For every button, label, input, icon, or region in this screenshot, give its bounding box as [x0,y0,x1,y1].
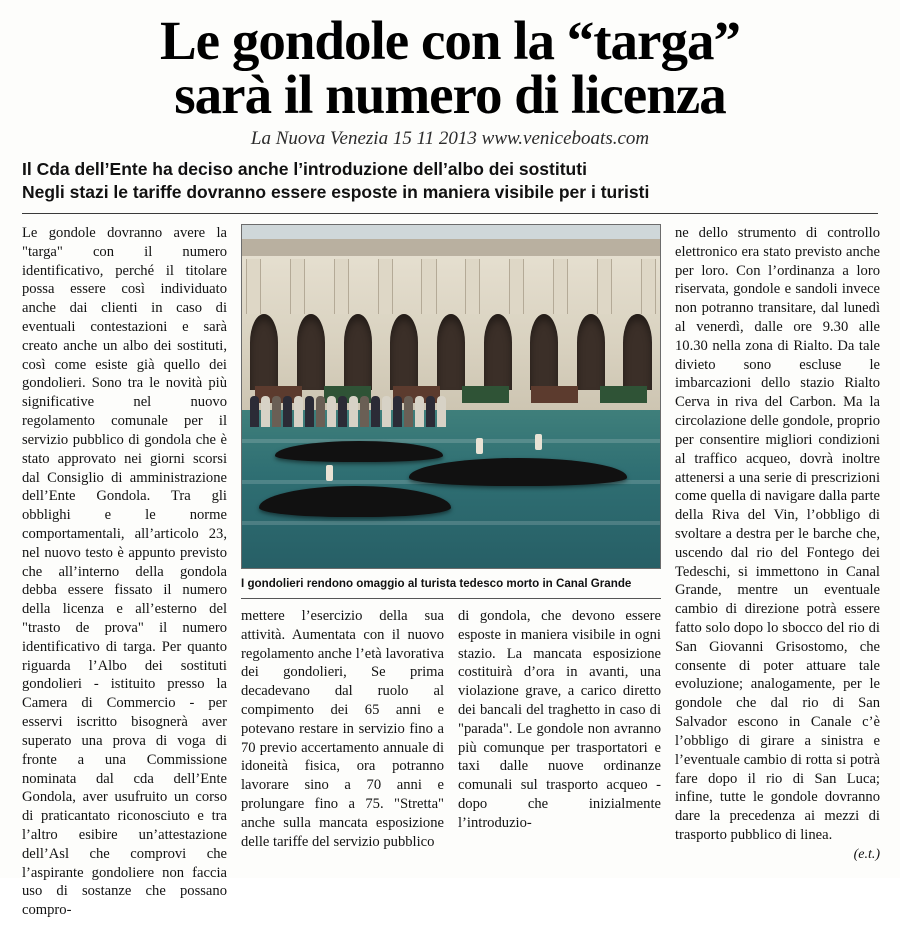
arch [344,314,372,389]
headline-line-2: sarà il numero di licenza [174,63,726,125]
pillar [421,259,436,314]
body-text-col-1: Le gondole dovranno avere la "targa" con il numero identificativo, perché il titolare possa essere così individuato anche dai clienti in caso di eventuali contestazioni e sarà creato anche un albo dei sostituti, così come esiste già quello dei gondolieri. Sono tra le novità più significative nel nuovo regolamento comunale per il servizio pubblico di gondola che è stato approvato nei giorni scorsi dal Consiglio di amministrazione dell’Ente Gondola. Tra gli obblighi e le norme comportamentali, all’articolo 23, nel nuovo testo è appunto previsto che all’interno della gondola debba essere fissato il numero della licenza e all’esterno del "trasto de prova" il numero identificativo di targa. Per quanto riguarda l’Albo dei sostituti gondolieri - istituito presso la Camera di Commercio - per esservi iscritto bisognerà aver superato una prova di voga di fronte a una Commissione nominata dal cda dell’Ente Gondola, aver usufruito un corso di praticantato riconosciuto e tra l’altro esibire un’attestazione dell’Asl che comprovi che l’aspirante gondoliere non faccia uso di sostanze che possano compro- [22,224,227,919]
page-title [26,10,874,125]
photo-arcade-arches [250,314,651,389]
figure [294,396,303,427]
gondolier [326,465,333,481]
pillar [597,259,612,314]
figure [382,396,391,427]
gondola [275,441,442,462]
body-text-col-3: di gondola, che devono essere esposte in maniera visibile in ogni stazio. La mancata esposizione costituirà d’ora in avanti, una violazione grave, a carico diretto dei bancali del traghetto in caso di "parada". Le gondole non avranno più comunque per trasportatori e taxi dalle nuove ordinanze comunali sul trasporto acqueo - dopo che inizialmente l’introduzio- [458,607,661,831]
figure [261,396,270,427]
pillar [509,259,524,314]
source-credit: La Nuova Venezia 15 11 2013 www.veniceboats.com [250,127,650,149]
subheadline-line-1: Il Cda dell’Ente ha deciso anche l’introduzione dell’albo dei sostituti [22,158,587,179]
horizontal-divider [22,213,878,214]
arch [390,314,418,389]
arch [437,314,465,389]
photo-building-roof [242,239,660,256]
column-3 [458,607,661,852]
water-ripple [242,439,660,443]
column-4 [675,224,880,920]
arch [250,314,278,389]
figure [327,396,336,427]
arch [577,314,605,389]
arch [484,314,512,389]
pillar [290,259,305,314]
arch [297,314,325,389]
figure [360,396,369,427]
photo-caption: I gondolieri rendono omaggio al turista tedesco morto in Canal Grande [241,573,661,599]
figure [404,396,413,427]
pillar [378,259,393,314]
figure [250,396,259,427]
arch [623,314,651,389]
figure [305,396,314,427]
photo-upper-pillars [246,259,656,314]
article-signature: (e.t.) [853,846,880,862]
subheadline-line-2: Negli stazi le tariffe dovranno essere esposte in maniera visibile per i turisti [22,181,650,202]
figure [371,396,380,427]
pillar [465,259,480,314]
figure [426,396,435,427]
body-text-col-2: mettere l’esercizio della sua attività. Aumentata con il nuovo regolamento anche l’età lavorativa dei gondolieri, Se prima decadevano dal ruolo al compimento dei 65 anni e potevano restare in servizio fino a 70 previo accertamento annuale di idoneità fisica, ora potranno lavorare sino a 70 anni e prolungare fino a 75. "Stretta" anche sulla mancata esposizione delle tariffe del servizio pubblico [241,607,444,850]
gondolier [476,438,483,454]
figure [338,396,347,427]
column-2 [241,607,444,852]
headline-line-1: Le gondole con la “targa” [160,10,740,71]
figure [272,396,281,427]
water-ripple [242,521,660,525]
figure [283,396,292,427]
article-columns [0,224,900,930]
photo-block [241,224,661,569]
pillar [553,259,568,314]
pillar [334,259,349,314]
figure [437,396,446,427]
pillar [246,259,261,314]
arch [530,314,558,389]
figure [393,396,402,427]
body-text-col-4: ne dello strumento di controllo elettronico era stato previsto anche per loro. Con l’ordinanza a loro riservata, gondole e sandoli invece non potranno transitare, dal lunedì al venerdì, dalle ore 9.30 alle 10.30 nella zona di Rialto. Da tale divieto sono escluse le imbarcazioni dello stazio Rialto Cerva in riva del Carbon. Ma la circolazione delle gondole, proprio per consentire migliori condizioni al traffico acqueo, dovrà inoltre attenersi a una serie di prescrizioni come quella di navigare dalla parte della Riva del Vin, l’obbligo di svoltare a destra per le barche che, uscendo dal rio del Fontego dei Tedeschi, si immettono in Canal Grande, mentre un eventuale cambio di direzione potrà essere fatto solo dopo lo sbocco del rio di San Giovanni Grisostomo, che consente di poter attuare tale evoluzione; analogamente, per le gondole che dal rio di San Salvador escono in Canale c’è l’obbligo di girare a sinistra e l’eventuale cambio di rotta si potrà fare dopo il rio di San Luca; infine, tutte le gondole dovranno dare la precedenza ai mezzi di trasporto pubblico di linea. [675,224,880,843]
subheadline-block [0,158,900,204]
figure [415,396,424,427]
photo-crowd [250,396,651,427]
column-1 [22,224,227,920]
gondolier [535,434,542,450]
masthead [0,0,900,150]
figure [316,396,325,427]
column-center [241,224,661,920]
article-photo [241,224,661,569]
figure [349,396,358,427]
pillar [641,259,656,314]
center-subcolumns [241,607,661,852]
